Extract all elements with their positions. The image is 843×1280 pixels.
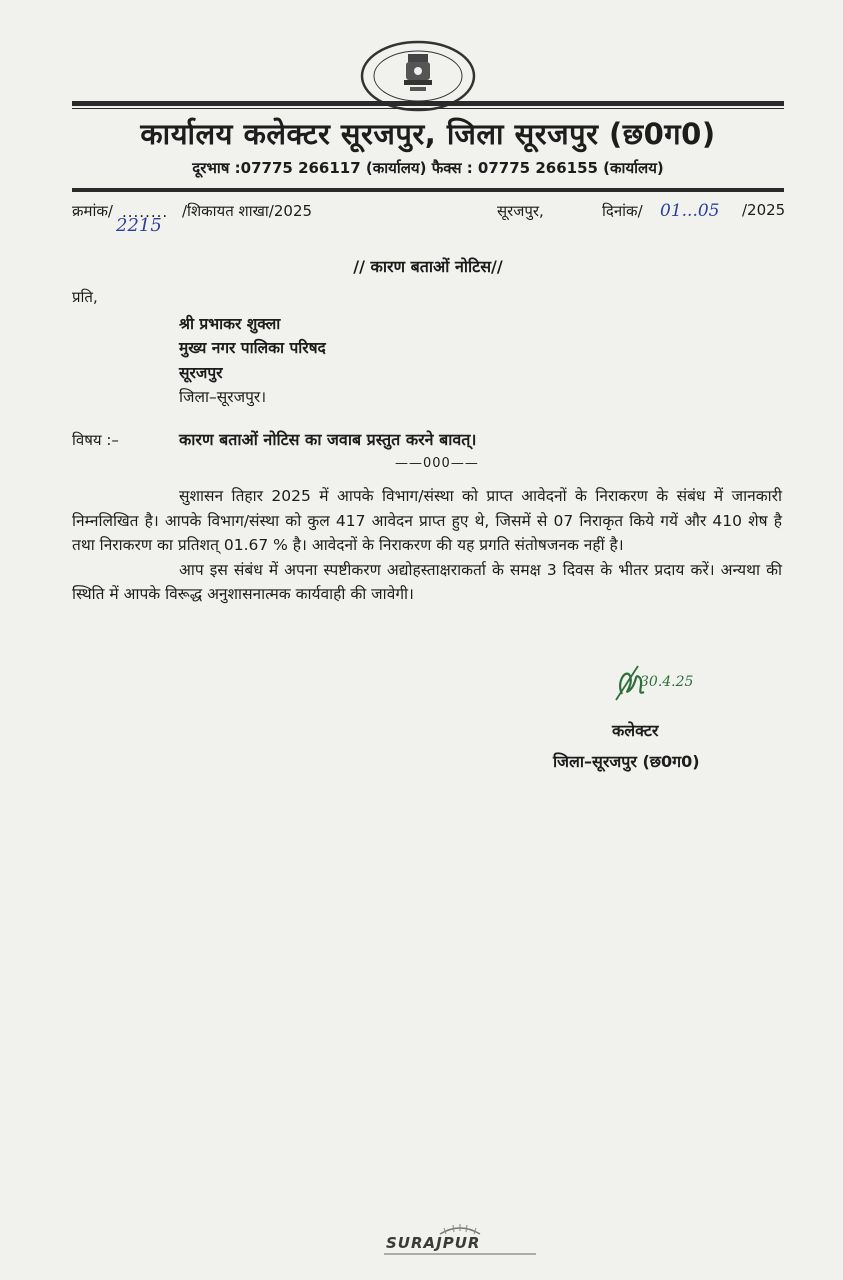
reference-label: क्रमांक/ (72, 202, 113, 220)
notice-body (72, 484, 782, 607)
body-paragraph: आप इस संबंध में अपना स्पष्टीकरण अद्योहस्ताक्षराकर्ता के समक्ष 3 दिवस के भीतर प्रदाय करें। अन्यथा की स्थिति में आपके विरूद्ध अनुशासनात्मक कार्यवाही की जावेगी। (72, 560, 782, 603)
recipient-city: सूरजपुर (179, 364, 223, 382)
recipient-district: जिला–सूरजपुर। (179, 388, 267, 406)
reference-place: सूरजपुर, (497, 202, 544, 220)
date-handwritten: 01...05 (660, 201, 720, 221)
reference-dots: ........ (122, 203, 169, 221)
body-paragraph: सुशासन तिहार 2025 में आपके विभाग/संस्था को प्राप्त आवेदनों के निराकरण के संबंध में जानकारी निम्नलिखित है। आपके विभाग/संस्था को कुल 417 आवेदन प्राप्त हुए थे, जिसमें से 07 निराकृत किये गयें और 410 शेष है तथा निराकरण का प्रतिशत् 01.67 % है। आवेदनों के निराकरण की यह प्रगति संतोषजनक नहीं है। (72, 487, 782, 554)
letterhead-rule-top (72, 101, 784, 106)
contact-line: दूरभाष :07775 266117 (कार्यालय) फैक्स : 07775 266155 (कार्यालय) (192, 159, 664, 177)
date-label: दिनांक/ (602, 202, 643, 220)
recipient-name: श्री प्रभाकर शुक्ला (179, 315, 281, 333)
footer-logo-text: SURAJPUR (386, 1234, 481, 1252)
letterhead-rule-bottom (72, 188, 784, 192)
letterhead-rule-thin (72, 108, 784, 109)
reference-number: 2215 (116, 215, 162, 236)
signatory-district: जिला–सूरजपुर (छ0ग0) (553, 752, 700, 771)
recipient-prefix: प्रति, (72, 288, 98, 306)
notice-heading: // कारण बताओं नोटिस// (353, 257, 503, 276)
subject-label: विषय :– (72, 431, 119, 449)
office-title: कार्यालय कलेक्टर सूरजपुर, जिला सूरजपुर (छ0ग0) (140, 117, 716, 151)
subject-separator: ——000—— (395, 456, 479, 471)
reference-line (72, 201, 784, 241)
signatory-designation: कलेक्टर (612, 721, 659, 740)
date-year: /2025 (742, 201, 786, 219)
reference-department: /शिकायत शाखा/2025 (182, 202, 313, 220)
signature-date: 30.4.25 (640, 674, 694, 690)
subject-text: कारण बताओं नोटिस का जवाब प्रस्तुत करने बावत्। (179, 430, 477, 449)
recipient-designation: मुख्य नगर पालिका परिषद (179, 339, 326, 357)
